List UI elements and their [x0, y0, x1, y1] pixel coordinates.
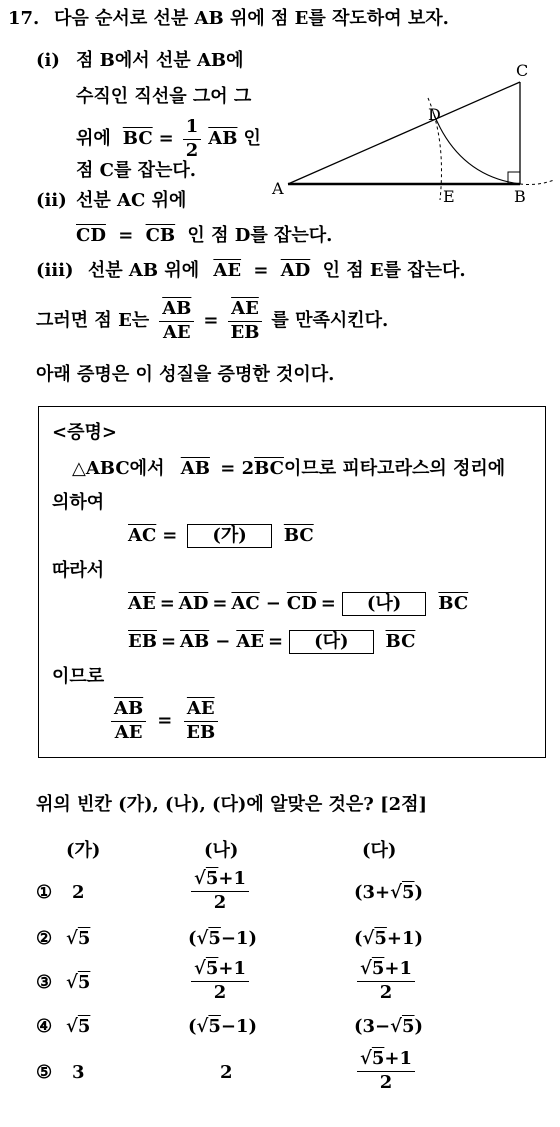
fraction: $\frac{√5+1}{2}$	[357, 960, 415, 1003]
equals-two: = 2	[220, 458, 255, 479]
option-3-da	[354, 960, 418, 1003]
header-na: (나)	[204, 840, 239, 861]
fraction-numerator: $\overline{AB}$	[111, 700, 146, 722]
segment-ab: $\overline{AB}$	[180, 458, 210, 479]
segment-eb: $\overline{EB}$	[128, 631, 157, 652]
minus-sign: −	[215, 631, 231, 652]
equals-sign: =	[160, 631, 177, 652]
segment-ac: $\overline{AC}$	[128, 525, 157, 546]
segment-bc: $\overline{BC}$	[254, 458, 284, 479]
option-4-label[interactable]: ④	[36, 1016, 53, 1037]
segment-ac: $\overline{AC}$	[231, 593, 260, 614]
segment-ab: $\overline{AB}$	[208, 128, 238, 150]
step1-line3	[76, 118, 261, 161]
segment-cd: $\overline{CD}$	[286, 593, 317, 614]
proof-line7: 이므로	[52, 666, 105, 687]
option-4-na: (√5−1)	[188, 1016, 258, 1037]
step2-post: 인 점 D를 잡는다.	[187, 225, 333, 246]
fraction-denominator: EB	[186, 721, 216, 743]
segment-ab: $\overline{AB}$	[180, 631, 210, 652]
fraction-numerator: $\overline{AE}$	[184, 700, 218, 722]
option-1-label[interactable]: ①	[36, 882, 53, 903]
proof-line2: 의하여	[52, 492, 105, 513]
fraction-ab-ae	[159, 300, 194, 343]
fraction-ae-eb	[183, 700, 218, 743]
label-e: E	[443, 187, 455, 206]
option-3-na	[188, 960, 252, 1003]
equals-sign: =	[159, 593, 175, 614]
proof-line6	[128, 630, 415, 654]
segment-ac-line	[288, 82, 520, 184]
option-2-label[interactable]: ②	[36, 928, 53, 949]
step1-label: (ⅰ)	[36, 50, 60, 71]
fraction-ae-eb	[227, 300, 262, 343]
fraction-ab-ae	[111, 700, 146, 743]
step3-label: (ⅲ)	[36, 260, 74, 281]
segment-cd: $\overline{CD}$	[76, 225, 106, 246]
segment-ae: $\overline{AE}$	[236, 631, 264, 652]
fraction-denominator: AE	[114, 721, 143, 743]
proof-intro: 아래 증명은 이 성질을 증명한 것이다.	[36, 364, 335, 385]
option-5-label[interactable]: ⑤	[36, 1062, 53, 1083]
segment-cb: $\overline{CB}$	[145, 225, 176, 246]
blank-na: (나)	[342, 592, 426, 616]
fraction-denominator: 2	[185, 139, 199, 161]
option-5-ga: 3	[72, 1062, 85, 1083]
option-2-da: (√5+1)	[354, 928, 424, 949]
segment-ad: $\overline{AD}$	[280, 260, 311, 281]
step1-line2: 수직인 직선을 그어 그	[76, 86, 252, 107]
then-pre: 그러면 점 E는	[36, 310, 150, 332]
option-5-na: 2	[220, 1062, 233, 1083]
segment-bc: $\overline{BC}$	[385, 631, 416, 652]
equals-sign: =	[268, 631, 284, 652]
option-2-ga: √5	[66, 928, 91, 949]
segment-bc: $\overline{BC}$	[438, 593, 469, 614]
segment-ae: $\overline{AE}$	[128, 593, 156, 614]
equals-sign: =	[253, 260, 269, 281]
fraction-denominator: EB	[230, 321, 260, 343]
arc-c-extension	[520, 180, 554, 185]
half-fraction	[183, 118, 202, 161]
step2-label: (ⅱ)	[36, 190, 67, 211]
fraction: $\frac{√5+1}{2}$	[357, 1050, 415, 1093]
proof-line3	[128, 524, 314, 548]
option-1-ga: 2	[72, 882, 85, 903]
equals-sign: =	[157, 710, 173, 732]
step3-line	[36, 262, 466, 280]
proof-line1	[72, 460, 505, 478]
equals-sign: =	[162, 525, 178, 546]
fraction: $\frac{√5+1}{2}$	[191, 960, 249, 1003]
option-1-na	[188, 870, 252, 913]
problem-number: 17.	[8, 8, 40, 29]
question-text: 위의 빈칸 (가), (나), (다)에 알맞은 것은? [2점]	[36, 794, 428, 815]
option-4-ga: √5	[66, 1016, 91, 1037]
equals-sign: =	[203, 310, 219, 332]
line1-post: 이므로 피타고라스의 정리에	[283, 458, 506, 479]
fraction: $\frac{√5+1}{2}$	[191, 870, 249, 913]
label-c: C	[516, 61, 529, 80]
option-2-na: (√5−1)	[188, 928, 258, 949]
blank-ga: (가)	[187, 524, 271, 548]
header-da: (다)	[362, 840, 397, 861]
equals-sign: =	[320, 593, 336, 614]
then-statement	[36, 300, 388, 343]
minus-sign: −	[265, 593, 281, 614]
step2-line2	[76, 227, 332, 245]
blank-da: (다)	[289, 630, 373, 654]
segment-bc: $\overline{BC}$	[122, 128, 153, 150]
proof-line4: 따라서	[52, 560, 105, 581]
option-1-da: (3+√5)	[354, 882, 424, 903]
fraction-numerator: 1	[183, 118, 202, 140]
equals-sign: =	[158, 128, 174, 150]
label-b: B	[514, 187, 526, 206]
arc-c-radius	[433, 112, 520, 184]
step1-line1: 점 B에서 선분 AB에	[76, 50, 244, 71]
option-3-ga: √5	[66, 972, 91, 993]
label-a: A	[272, 179, 284, 198]
segment-ae: $\overline{AE}$	[213, 260, 242, 281]
label-d: D	[428, 105, 441, 124]
triangle-diagram	[268, 58, 560, 218]
fraction-numerator: $\overline{AB}$	[159, 300, 194, 322]
fraction-denominator: AE	[162, 321, 191, 343]
step1-pre: 위에	[76, 128, 111, 150]
step1-post: 인	[243, 128, 261, 150]
option-5-da	[354, 1050, 418, 1093]
segment-ad: $\overline{AD}$	[178, 593, 209, 614]
proof-final	[108, 700, 221, 743]
step1-line4: 점 C를 잡는다.	[76, 160, 197, 181]
proof-line5	[128, 592, 468, 616]
fraction-numerator: $\overline{AE}$	[228, 300, 262, 322]
equals-sign: =	[212, 593, 228, 614]
header-ga: (가)	[66, 840, 101, 861]
step2-line1: 선분 AC 위에	[76, 190, 187, 211]
segment-bc: $\overline{BC}$	[283, 525, 314, 546]
then-post: 를 만족시킨다.	[271, 310, 389, 332]
problem-title: 다음 순서로 선분 AB 위에 점 E를 작도하여 보자.	[54, 8, 449, 29]
step3-post: 인 점 E를 잡는다.	[322, 260, 466, 281]
proof-heading: <증명>	[52, 422, 117, 443]
line1-pre: △ABC에서	[72, 458, 165, 479]
option-4-da: (3−√5)	[354, 1016, 424, 1037]
step3-pre: 선분 AB 위에	[87, 260, 200, 281]
equals-sign: =	[118, 225, 134, 246]
option-3-label[interactable]: ③	[36, 972, 53, 993]
